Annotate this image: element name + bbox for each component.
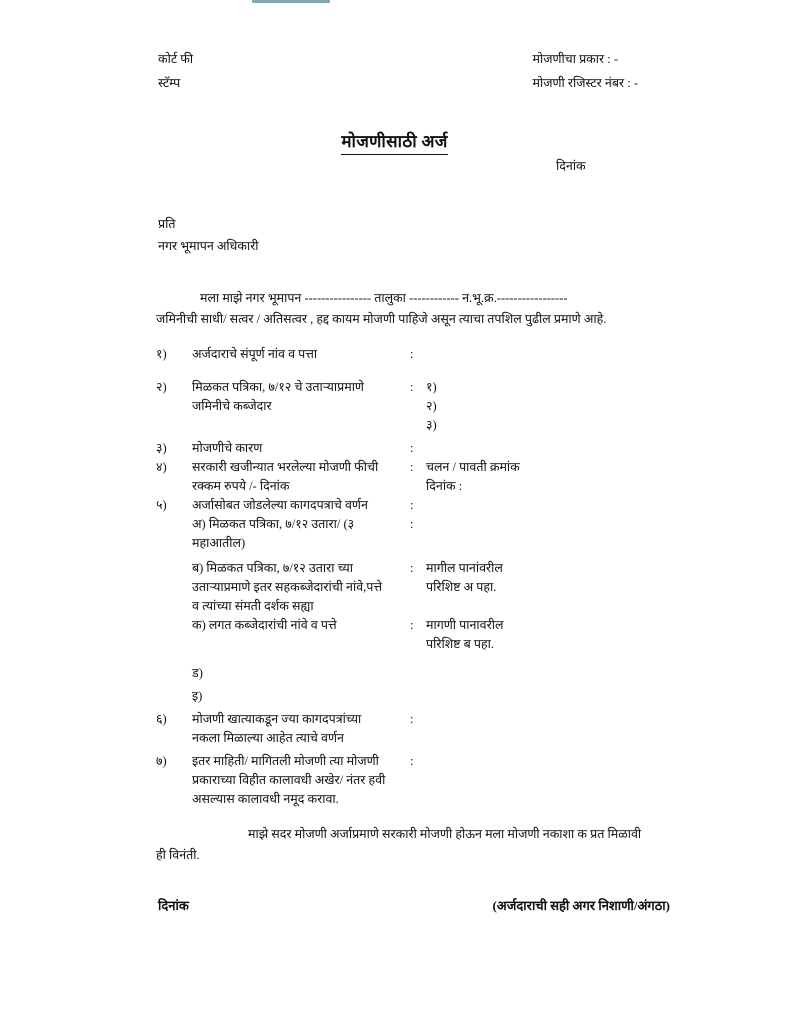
- addressee-block: [158, 217, 259, 254]
- item-number: ५): [156, 498, 167, 512]
- item-colon: :: [410, 347, 414, 361]
- item-number: २): [156, 380, 167, 394]
- item-label: [192, 496, 410, 515]
- item-value: [426, 458, 676, 496]
- item-label-line-2: रक्कम रुपये /- दिनांक: [192, 479, 290, 493]
- sub-item-label-line-3: व त्यांच्या संमती दर्शक सह्या: [192, 599, 314, 613]
- item-label-line-1: अर्जासोबत जोडलेल्या कागदपत्राचे वर्णन: [192, 498, 368, 512]
- item-label-line-1: मोजणीचे कारण: [192, 441, 263, 455]
- sub-item-value: [426, 616, 676, 654]
- item-number: १): [156, 347, 167, 361]
- item-number: ६): [156, 712, 167, 726]
- page-title-wrapper: [0, 131, 789, 155]
- item-label: [192, 345, 410, 364]
- stamp-label: स्टॅम्प: [158, 76, 181, 90]
- intro-line-1: मला माझे नगर भूमापन ---------------- तालुका ------------ न.भू.क्र.-----------------: [200, 291, 568, 305]
- sub-list-item: [156, 664, 676, 683]
- sub-item-label-line-1: इ): [192, 689, 203, 703]
- item-label: [192, 710, 410, 748]
- survey-type-label: मोजणीचा प्रकार : -: [532, 52, 619, 66]
- item-value: [426, 378, 676, 435]
- sub-item-value-line-2: परिशिष्ट अ पहा.: [426, 580, 497, 594]
- list-item: [156, 378, 676, 435]
- sub-item-value-line-2: परिशिष्ट ब पहा.: [426, 637, 494, 651]
- sub-item-label-line-1: अ) मिळकत पत्रिका, ७/१२ उतारा/ (३: [192, 517, 355, 531]
- intro-line-2: जमिनीची साधी/ सत्वर / अतिसत्वर , हद्द कायम मोजणी पाहिजे असून त्याचा तपशिल पुढील प्रमाणे आहे.: [156, 312, 607, 326]
- header-right-column: [533, 52, 639, 91]
- item-colon: :: [410, 441, 414, 455]
- sub-item-label: [192, 664, 410, 683]
- list-item: [156, 458, 676, 496]
- sub-item-label: [192, 687, 410, 706]
- item-value-line-3: ३): [426, 418, 437, 432]
- footer-date-label: दिनांक: [158, 898, 189, 913]
- sub-item-colon: :: [410, 561, 414, 575]
- item-label: [192, 458, 410, 496]
- item-value-line-2: दिनांक :: [426, 479, 463, 493]
- item-colon: :: [410, 498, 414, 512]
- item-label-line-1: मोजणी खात्याकडून ज्या कागदपत्रांच्या: [192, 712, 362, 726]
- item-label: [192, 752, 410, 809]
- item-colon: :: [410, 754, 414, 768]
- item-label-line-3: असल्यास कालावधी नमूद करावा.: [192, 792, 339, 806]
- footer-signature-label: (अर्जदाराची सही अगर निशाणी/अंगठा): [492, 898, 670, 913]
- survey-register-number-label: मोजणी रजिस्टर नंबर : -: [532, 76, 638, 90]
- item-number: ७): [156, 754, 167, 768]
- closing-line-1: माझे सदर मोजणी अर्जाप्रमाणे सरकारी मोजणी होऊन मला मोजणी नकाशा क प्रत मिळावी: [248, 827, 642, 841]
- sub-item-label-line-1: ड): [192, 666, 203, 680]
- intro-paragraph: [156, 288, 672, 330]
- sub-item-label-line-2: महाआतील): [192, 536, 246, 550]
- closing-paragraph: [156, 824, 674, 866]
- list-item: [156, 710, 676, 748]
- addressee-to-label: प्रति: [158, 217, 176, 231]
- addressee-officer: नगर भूमापन अधिकारी: [158, 239, 259, 253]
- sub-list-item: [156, 687, 676, 706]
- item-label: [192, 378, 410, 416]
- item-colon: :: [410, 460, 414, 474]
- list-item: [156, 752, 676, 809]
- item-label-line-1: इतर माहिती/ मागितली मोजणी त्या मोजणी: [192, 754, 379, 768]
- sub-list-item: [156, 559, 676, 616]
- sub-item-label: [192, 515, 410, 553]
- item-label: [192, 439, 410, 458]
- sub-item-value-line-1: मागील पानांवरील: [426, 561, 503, 575]
- closing-line-2: ही विनंती.: [156, 848, 200, 862]
- item-colon: :: [410, 712, 414, 726]
- item-label-line-2: नकला मिळाल्या आहेत त्याचे वर्णन: [192, 731, 344, 745]
- item-label-line-2: प्रकाराच्या विहीत कालावधी अखेर/ नंतर हवी: [192, 773, 386, 787]
- list-item: [156, 496, 676, 515]
- item-colon: :: [410, 380, 414, 394]
- header-left-column: [158, 52, 193, 91]
- sub-item-label-line-2: उताऱ्याप्रमाणे इतर सहकब्जेदारांची नांवे,पत्ते: [192, 580, 383, 594]
- item-label-line-1: मिळकत पत्रिका, ७/१२ चे उताऱ्याप्रमाणे: [192, 380, 364, 394]
- application-details-list: [156, 345, 676, 809]
- sub-item-colon: :: [410, 618, 414, 632]
- sub-item-label: [192, 559, 410, 616]
- item-number: ३): [156, 441, 167, 455]
- item-value-line-2: २): [426, 399, 437, 413]
- list-item: [156, 345, 676, 364]
- court-fee-label: कोर्ट फी: [158, 52, 194, 66]
- item-value-line-1: १): [426, 380, 437, 394]
- item-label-line-2: जमिनीचे कब्जेदार: [192, 399, 272, 413]
- item-number: ४): [156, 460, 167, 474]
- date-top-label: दिनांक: [556, 159, 586, 173]
- list-item: [156, 439, 676, 458]
- sub-item-value: [426, 559, 676, 597]
- sub-item-colon: :: [410, 517, 414, 531]
- item-value-line-1: चलन / पावती क्रमांक: [426, 460, 520, 474]
- sub-list-item: [156, 616, 676, 654]
- sub-item-label: [192, 616, 410, 635]
- page-title: मोजणीसाठी अर्ज: [341, 131, 447, 155]
- document-header: [158, 52, 638, 91]
- document-footer: [158, 897, 670, 914]
- item-label-line-1: अर्जदाराचे संपूर्ण नांव व पत्ता: [192, 347, 318, 361]
- sub-item-label-line-1: क) लगत कब्जेदारांची नांवे व पत्ते: [192, 618, 337, 632]
- item-label-line-1: सरकारी खजीन्यात भरलेल्या मोजणी फीची: [192, 460, 379, 474]
- sub-item-value-line-1: मागणी पानावरील: [426, 618, 504, 632]
- sub-list-item: [156, 515, 676, 553]
- sub-item-label-line-1: ब) मिळकत पत्रिका, ७/१२ उतारा च्या: [192, 561, 354, 575]
